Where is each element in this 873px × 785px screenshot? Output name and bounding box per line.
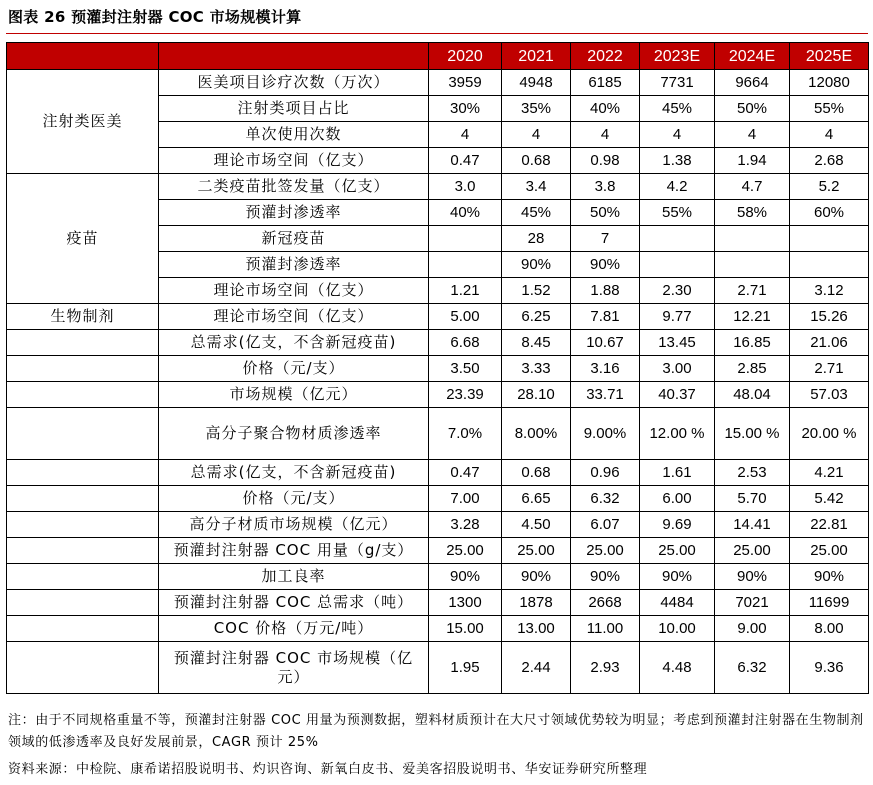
value-cell [790,226,869,252]
value-cell: 15.00 % [715,408,790,460]
value-cell: 5.00 [429,304,502,330]
value-cell: 0.47 [429,148,502,174]
value-cell: 15.26 [790,304,869,330]
value-cell: 90% [571,252,640,278]
category-cell: 生物制剂 [7,304,159,330]
value-cell: 1.88 [571,278,640,304]
value-cell [715,252,790,278]
value-cell: 8.45 [502,330,571,356]
value-cell: 3.33 [502,356,571,382]
category-cell-empty [7,512,159,538]
value-cell: 1878 [502,590,571,616]
value-cell: 25.00 [571,538,640,564]
category-cell: 注射类医美 [7,70,159,174]
value-cell: 50% [571,200,640,226]
value-cell: 2.71 [790,356,869,382]
footnote: 注：由于不同规格重量不等，预灌封注射器 COC 用量为预测数据，塑料材质预计在大尺寸领域优势较为明显；考虑到预灌封注射器在生物制剂领域的低渗透率及良好发展前景，CAGR 预计 25% [8,713,864,750]
value-cell: 4484 [640,590,715,616]
header-year: 2025E [790,43,869,70]
value-cell: 9.69 [640,512,715,538]
table-row [7,564,869,590]
value-cell: 7.81 [571,304,640,330]
table-row [7,304,869,330]
header-year: 2023E [640,43,715,70]
table-row [7,174,869,200]
value-cell: 58% [715,200,790,226]
item-label: 总需求(亿支，不含新冠疫苗) [159,330,429,356]
value-cell [715,226,790,252]
data-source: 资料来源：中检院、康希诺招股说明书、灼识咨询、新氧白皮书、爱美客招股说明书、华安证券研究所整理 [8,762,648,777]
table-row [7,642,869,694]
figure-title: 图表 26 预灌封注射器 COC 市场规模计算 [8,8,302,26]
value-cell: 28.10 [502,382,571,408]
table-header-row [7,43,869,70]
value-cell: 15.00 [429,616,502,642]
value-cell: 2.93 [571,642,640,694]
item-label: 市场规模（亿元） [159,382,429,408]
category-cell: 疫苗 [7,174,159,304]
value-cell: 22.81 [790,512,869,538]
item-label: COC 价格（万元/吨） [159,616,429,642]
value-cell: 1.61 [640,460,715,486]
table-row [7,330,869,356]
value-cell: 3.00 [640,356,715,382]
value-cell: 11.00 [571,616,640,642]
value-cell: 55% [640,200,715,226]
item-label: 加工良率 [159,564,429,590]
value-cell [790,252,869,278]
value-cell: 5.70 [715,486,790,512]
value-cell: 9.36 [790,642,869,694]
value-cell: 90% [571,564,640,590]
value-cell: 6185 [571,70,640,96]
value-cell: 12.21 [715,304,790,330]
category-cell-empty [7,538,159,564]
value-cell: 6.68 [429,330,502,356]
value-cell: 2.71 [715,278,790,304]
header-blank-item [159,43,429,70]
value-cell: 1.38 [640,148,715,174]
item-label: 高分子材质市场规模（亿元） [159,512,429,538]
value-cell: 2.44 [502,642,571,694]
value-cell: 3.28 [429,512,502,538]
header-year: 2020 [429,43,502,70]
value-cell: 2.85 [715,356,790,382]
value-cell: 0.96 [571,460,640,486]
value-cell: 35% [502,96,571,122]
value-cell: 2.68 [790,148,869,174]
market-size-table [6,42,869,694]
item-label: 价格（元/支） [159,356,429,382]
table-row [7,486,869,512]
category-cell-empty [7,330,159,356]
value-cell: 0.68 [502,460,571,486]
item-label: 理论市场空间（亿支） [159,148,429,174]
table-row [7,408,869,460]
item-label: 预灌封注射器 COC 市场规模（亿元） [159,642,429,694]
item-label: 预灌封注射器 COC 总需求（吨） [159,590,429,616]
value-cell: 40% [571,96,640,122]
value-cell: 90% [715,564,790,590]
value-cell: 3.12 [790,278,869,304]
table-row [7,382,869,408]
value-cell: 2.30 [640,278,715,304]
item-label: 预灌封渗透率 [159,252,429,278]
value-cell [640,226,715,252]
value-cell: 10.00 [640,616,715,642]
value-cell: 10.67 [571,330,640,356]
value-cell: 50% [715,96,790,122]
value-cell: 9.77 [640,304,715,330]
value-cell: 90% [790,564,869,590]
category-cell-empty [7,382,159,408]
value-cell: 1.52 [502,278,571,304]
value-cell: 9.00 [715,616,790,642]
value-cell: 90% [502,252,571,278]
value-cell: 3.4 [502,174,571,200]
item-label: 医美项目诊疗次数（万次） [159,70,429,96]
value-cell: 1.95 [429,642,502,694]
value-cell: 1.94 [715,148,790,174]
header-year: 2021 [502,43,571,70]
value-cell: 4948 [502,70,571,96]
value-cell: 12.00 % [640,408,715,460]
value-cell: 13.00 [502,616,571,642]
value-cell: 3.0 [429,174,502,200]
value-cell: 55% [790,96,869,122]
value-cell: 8.00% [502,408,571,460]
value-cell: 7021 [715,590,790,616]
category-cell-empty [7,590,159,616]
value-cell: 20.00 % [790,408,869,460]
value-cell: 6.32 [571,486,640,512]
table-row [7,70,869,96]
value-cell [429,226,502,252]
value-cell: 1300 [429,590,502,616]
value-cell [640,252,715,278]
value-cell: 6.00 [640,486,715,512]
value-cell: 4 [502,122,571,148]
value-cell: 7 [571,226,640,252]
value-cell: 3.16 [571,356,640,382]
value-cell: 6.65 [502,486,571,512]
value-cell: 11699 [790,590,869,616]
value-cell: 4 [640,122,715,148]
category-cell-empty [7,408,159,460]
value-cell: 4 [790,122,869,148]
value-cell: 25.00 [429,538,502,564]
value-cell: 25.00 [790,538,869,564]
value-cell: 9664 [715,70,790,96]
value-cell: 0.68 [502,148,571,174]
title-divider [6,33,868,34]
value-cell: 28 [502,226,571,252]
value-cell: 40.37 [640,382,715,408]
value-cell: 4.50 [502,512,571,538]
value-cell: 48.04 [715,382,790,408]
item-label: 高分子聚合物材质渗透率 [159,408,429,460]
value-cell: 30% [429,96,502,122]
item-label: 单次使用次数 [159,122,429,148]
item-label: 理论市场空间（亿支） [159,278,429,304]
category-cell-empty [7,486,159,512]
table-row [7,460,869,486]
value-cell: 3.8 [571,174,640,200]
item-label: 预灌封注射器 COC 用量（g/支） [159,538,429,564]
value-cell: 4 [715,122,790,148]
category-cell-empty [7,642,159,694]
value-cell: 6.25 [502,304,571,330]
item-label: 理论市场空间（亿支） [159,304,429,330]
item-label: 价格（元/支） [159,486,429,512]
value-cell: 2.53 [715,460,790,486]
value-cell: 33.71 [571,382,640,408]
value-cell: 25.00 [715,538,790,564]
value-cell: 5.42 [790,486,869,512]
value-cell: 40% [429,200,502,226]
value-cell: 16.85 [715,330,790,356]
value-cell: 6.07 [571,512,640,538]
value-cell: 45% [640,96,715,122]
value-cell: 57.03 [790,382,869,408]
category-cell-empty [7,356,159,382]
value-cell: 13.45 [640,330,715,356]
header-year: 2022 [571,43,640,70]
value-cell: 4.48 [640,642,715,694]
value-cell: 8.00 [790,616,869,642]
value-cell: 14.41 [715,512,790,538]
value-cell: 4.2 [640,174,715,200]
value-cell: 23.39 [429,382,502,408]
value-cell: 6.32 [715,642,790,694]
table-row [7,590,869,616]
value-cell: 1.21 [429,278,502,304]
value-cell: 4 [429,122,502,148]
table-row [7,512,869,538]
item-label: 新冠疫苗 [159,226,429,252]
header-year: 2024E [715,43,790,70]
header-blank-category [7,43,159,70]
value-cell [429,252,502,278]
value-cell: 12080 [790,70,869,96]
value-cell: 4.21 [790,460,869,486]
value-cell: 4 [571,122,640,148]
value-cell: 7.00 [429,486,502,512]
value-cell: 9.00% [571,408,640,460]
value-cell: 0.98 [571,148,640,174]
category-cell-empty [7,460,159,486]
category-cell-empty [7,616,159,642]
value-cell: 90% [640,564,715,590]
item-label: 总需求(亿支，不含新冠疫苗) [159,460,429,486]
value-cell: 3959 [429,70,502,96]
value-cell: 21.06 [790,330,869,356]
value-cell: 25.00 [502,538,571,564]
value-cell: 60% [790,200,869,226]
table-row [7,356,869,382]
value-cell: 0.47 [429,460,502,486]
value-cell: 4.7 [715,174,790,200]
value-cell: 90% [502,564,571,590]
value-cell: 7.0% [429,408,502,460]
value-cell: 45% [502,200,571,226]
table-row [7,538,869,564]
value-cell: 3.50 [429,356,502,382]
table-row [7,616,869,642]
value-cell: 7731 [640,70,715,96]
value-cell: 2668 [571,590,640,616]
value-cell: 5.2 [790,174,869,200]
item-label: 注射类项目占比 [159,96,429,122]
item-label: 预灌封渗透率 [159,200,429,226]
value-cell: 90% [429,564,502,590]
item-label: 二类疫苗批签发量（亿支） [159,174,429,200]
category-cell-empty [7,564,159,590]
value-cell: 25.00 [640,538,715,564]
